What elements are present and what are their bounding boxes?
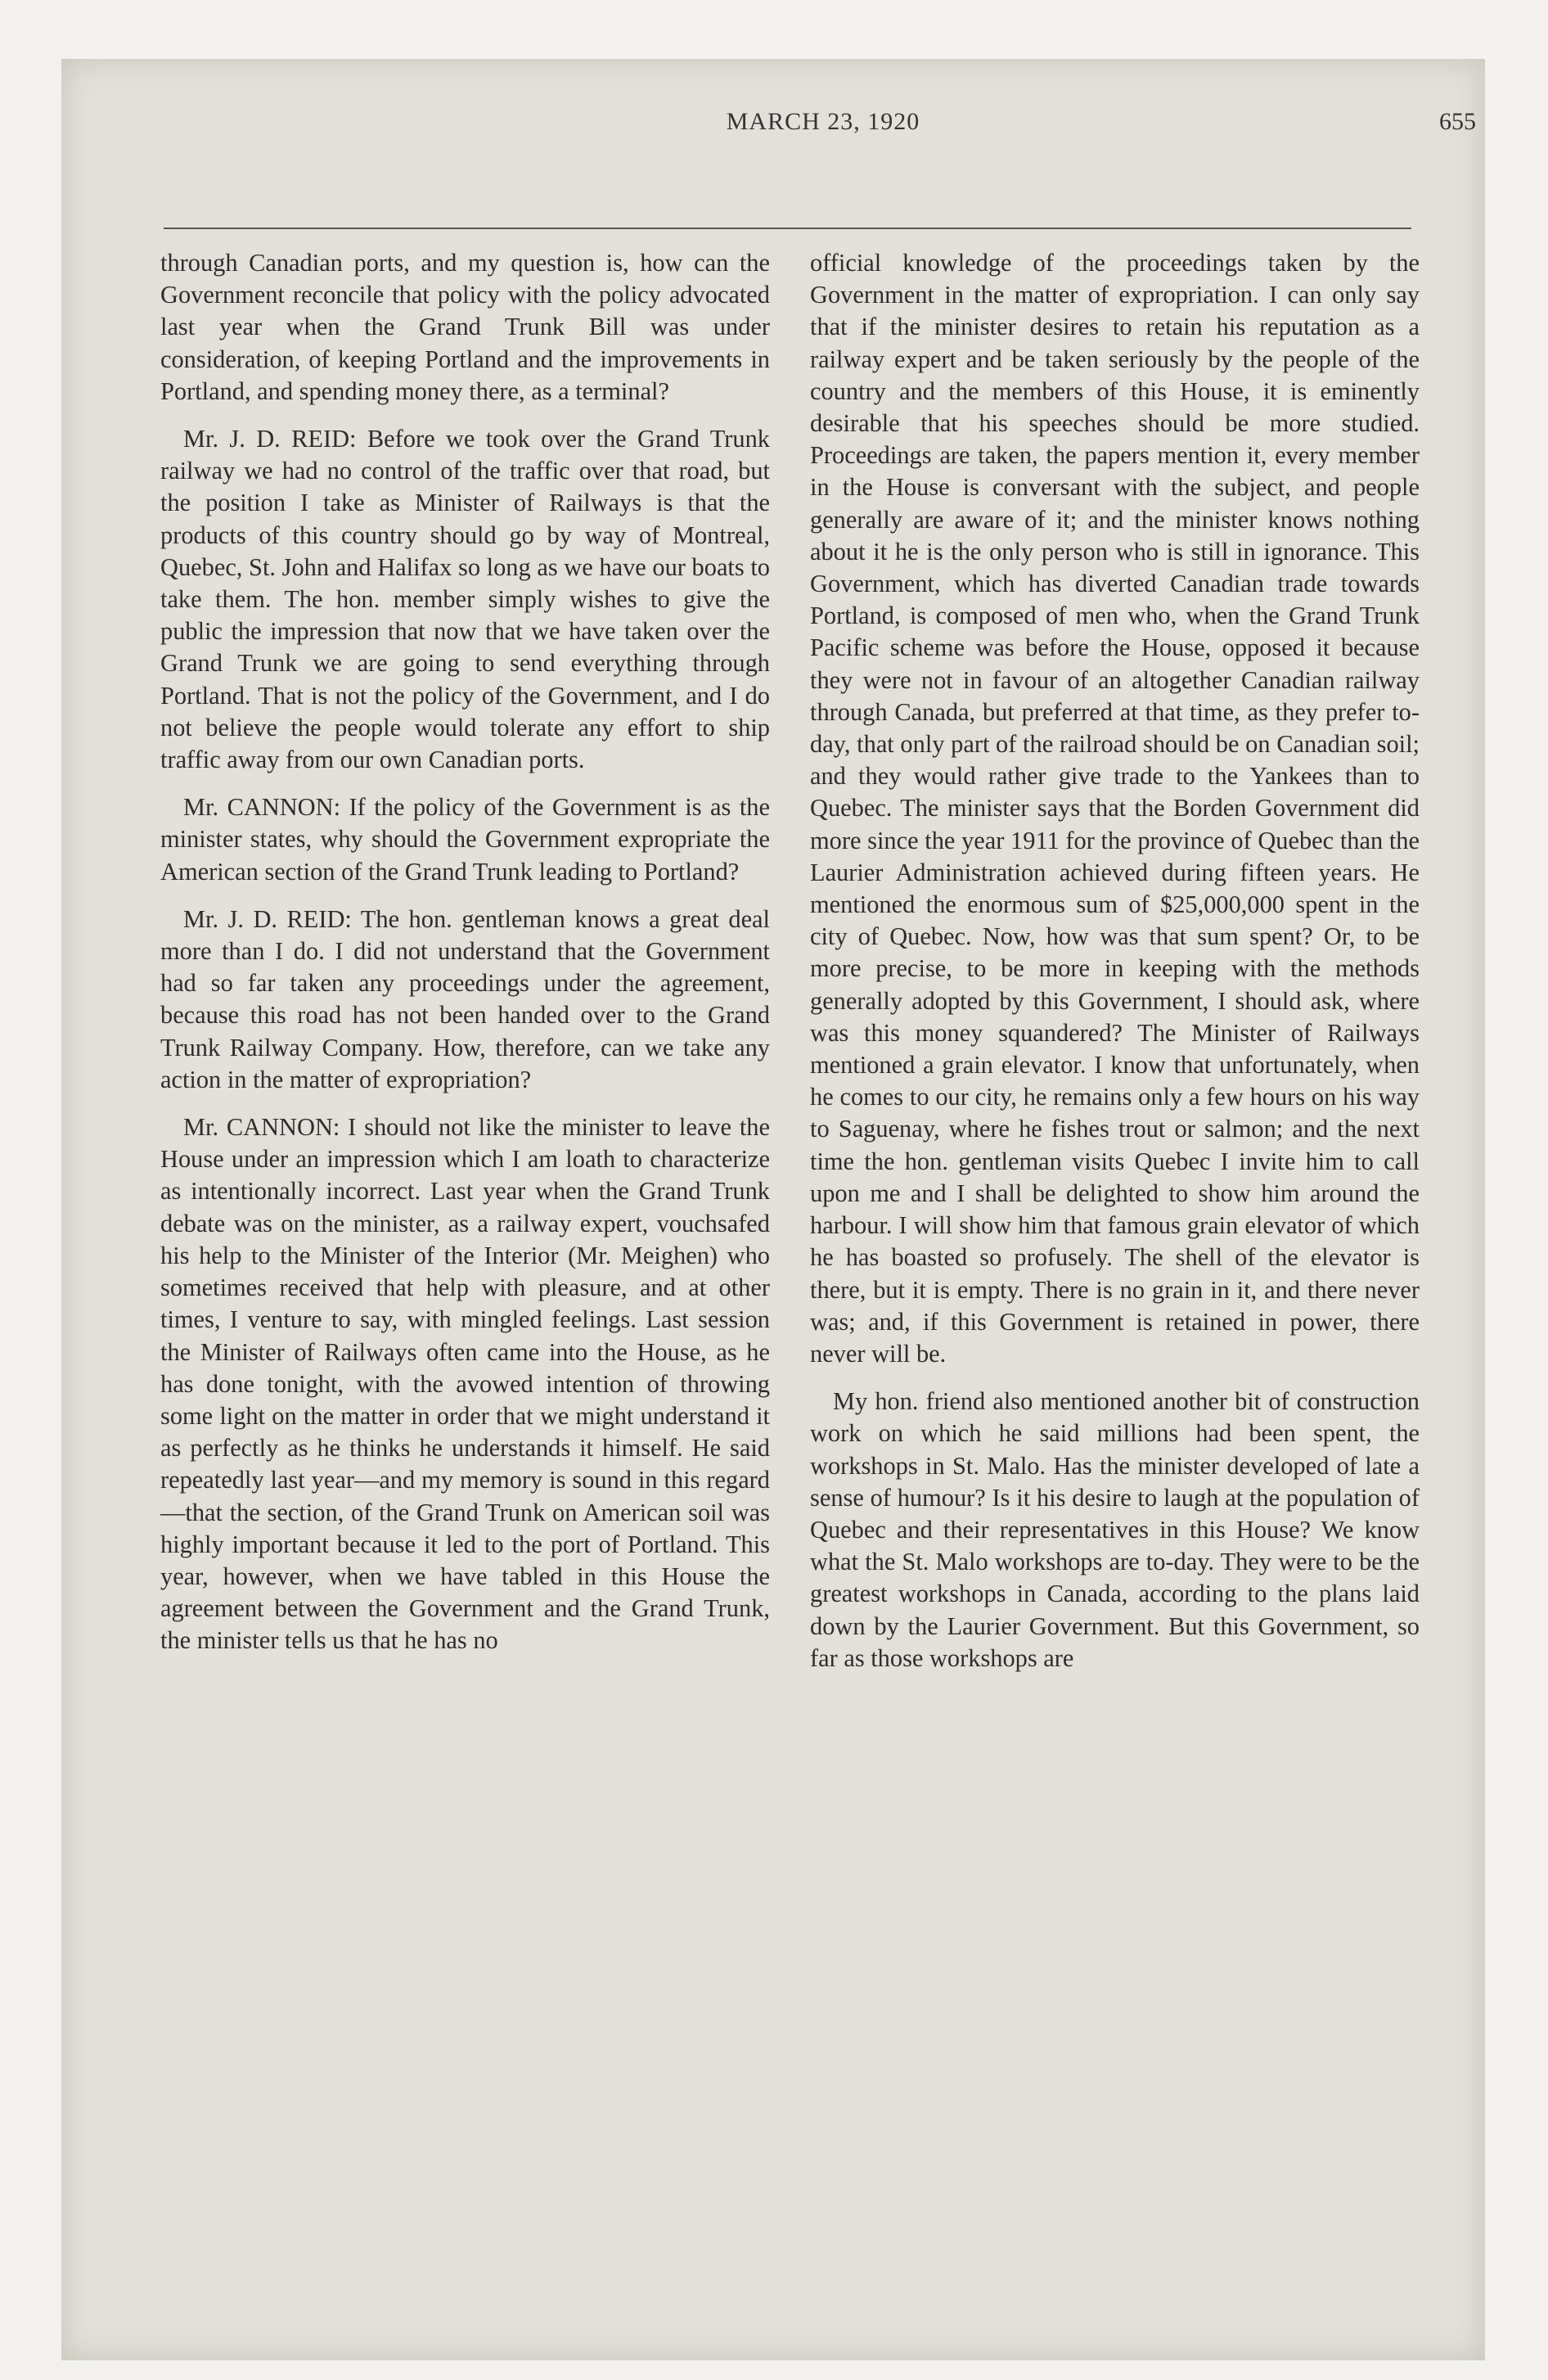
paragraph: Mr. J. D. REID: The hon. gentleman knows a great deal more than I do. I did not understand that the Government had so far taken any proceedings under the agreement, because this road has not been handed over to the Grand Trunk Railway Company. How, therefore, can we take any action in the matter of expropriation?: [160, 904, 770, 1093]
paragraph: Mr. CANNON: I should not like the minister to leave the House under an impression which I am loath to characterize as intentionally incorrect. Last year when the Grand Trunk debate was on the minister, as a railway expert, vouchsafed his help to the Minister of the Interior (Mr. Meighen) who sometimes received that help with pleasure, and at other times, I venture to say, with mingled feelings. Last session the Minister of Railways often came into the House, as he has done tonight, with the avowed intention of throwing some light on the matter in order that we might understand it as perfectly as he thinks he understands it himself. He said repeatedly last year—and my memory is sound in this regard—that the section, of the Grand Trunk on American soil was highly important because it led to the port of Portland. This year, however, when we have tabled in this House the agreement between the Government and the Grand Trunk, the minister tells us that he has no: [160, 1113, 770, 1655]
page-date: MARCH 23, 1920: [726, 108, 920, 135]
header-rule: [164, 228, 1411, 229]
paragraph: Mr. J. D. REID: Before we took over the Grand Trunk railway we had no control of the traffic over that road, but the position I take as Minister of Railways is that the products of this country should go by way of Montreal, Quebec, St. John and Halifax so long as we have our boats to take them. The hon. member simply wishes to give the public the impression that now that we have taken over the Grand Trunk we are going to send everything through Portland. That is not the policy of the Government, and I do not believe the people would tolerate any effort to ship traffic away from our own Canadian ports.: [160, 425, 770, 774]
paragraph: My hon. friend also mentioned another bit of construction work on which he said millions had been spent, the workshops in St. Malo. Has the minister developed of late a sense of humour? Is it his desire to laugh at the population of Quebec and their representatives in this House? We know what the St. Malo workshops are to-day. They were to be the greatest workshops in Canada, according to the plans laid down by the Laurier Government. But this Government, so far as those workshops are: [810, 1387, 1420, 1672]
left-column: [160, 247, 770, 1657]
page-number: 655: [1439, 108, 1476, 135]
paragraph: Mr. CANNON: If the policy of the Government is as the minister states, why should the Government expropriate the American section of the Grand Trunk leading to Portland?: [160, 793, 770, 886]
right-column: [810, 247, 1420, 1675]
paragraph: official knowledge of the proceedings taken by the Government in the matter of expropriation. I can only say that if the minister desires to retain his reputation as a railway expert and be taken seriously by the people of the country and the members of this House, it is eminently desirable that his speeches should be more studied. Proceedings are taken, the papers mention it, every member in the House is conversant with the subject, and people generally are aware of it; and the minister knows nothing about it he is the only person who is still in ignorance. This Government, which has diverted Canadian trade towards Portland, is composed of men who, when the Grand Trunk Pacific scheme was before the House, opposed it because they were not in favour of an altogether Canadian railway through Canada, but preferred at that time, as they prefer to-day, that only part of the railroad should be on Canadian soil; and they would rather give trade to the Yankees than to Quebec. The minister says that the Borden Government did more since the year 1911 for the province of Quebec than the Laurier Administration achieved during fifteen years. He mentioned the enormous sum of $25,000,000 spent in the city of Quebec. Now, how was that sum spent? Or, to be more precise, to be more in keeping with the methods generally adopted by this Government, I should ask, where was this money squandered? The Minister of Railways mentioned a grain elevator. I know that unfortunately, when he comes to our city, he remains only a few hours on his way to Saguenay, where he fishes trout or salmon; and the next time the hon. gentleman visits Quebec I invite him to call upon me and I shall be delighted to show him around the harbour. I will show him that famous grain elevator of which he has boasted so profusely. The shell of the elevator is there, but it is empty. There is no grain in it, and there never was; and, if this Government is retained in power, there never will be.: [810, 249, 1420, 1368]
page-header: [164, 108, 1483, 149]
paragraph: through Canadian ports, and my question is, how can the Government reconcile that policy with the policy advocated last year when the Grand Trunk Bill was under consideration, of keeping Portland and the improvements in Portland, and spending money there, as a terminal?: [160, 249, 770, 405]
